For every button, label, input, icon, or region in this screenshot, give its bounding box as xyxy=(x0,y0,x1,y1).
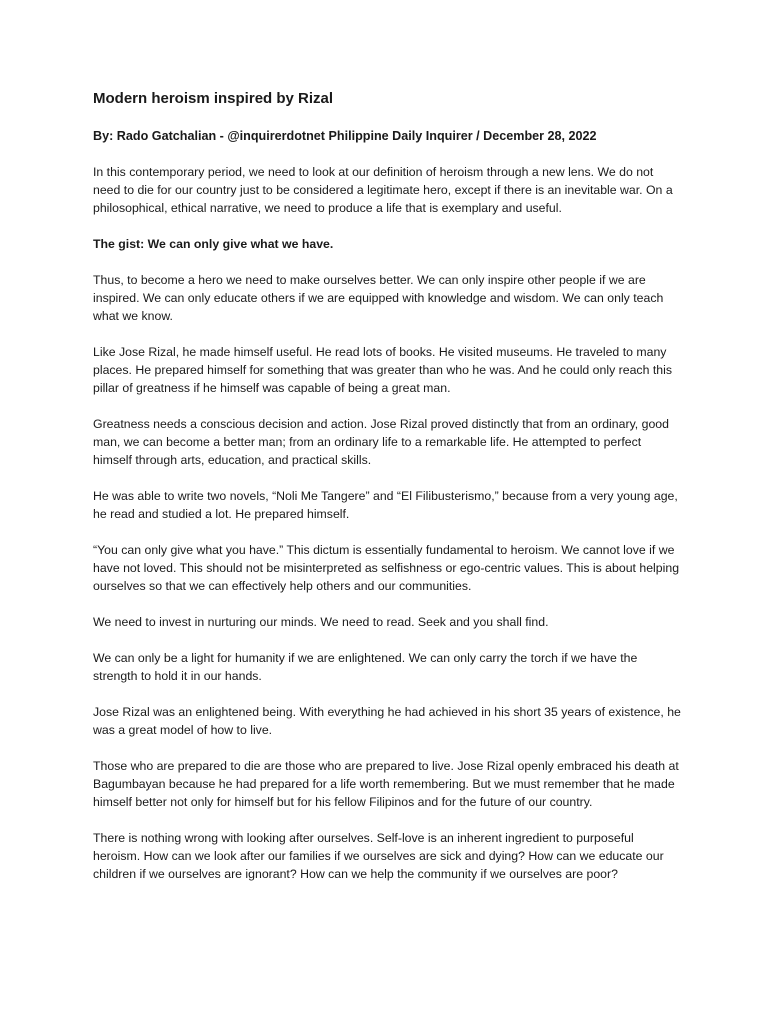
article-paragraph: He was able to write two novels, “Noli Me Tangere” and “El Filibusterismo,” because from a very young age, he read and studied a lot. He prepared himself. xyxy=(93,489,678,521)
article-paragraph: We can only be a light for humanity if we are enlightened. We can only carry the torch if we have the strength to hold it in our hands. xyxy=(93,651,638,683)
article-title: Modern heroism inspired by Rizal xyxy=(93,90,334,107)
article-paragraph: Thus, to become a hero we need to make ourselves better. We can only inspire other people if we are inspired. We can only educate others if we are equipped with knowledge and wisdom. We can only teach what we know. xyxy=(93,273,664,323)
article-paragraph: Those who are prepared to die are those who are prepared to live. Jose Rizal openly embraced his death at Bagumbayan because he had prepared for a life worth remembering. But we must remember that he made himself better not only for himself but for his fellow Filipinos and for the future of our country. xyxy=(93,759,679,809)
article-paragraph: Greatness needs a conscious decision and action. Jose Rizal proved distinctly that from an ordinary, good man, we can become a better man; from an ordinary life to a remarkable life. He attempted to perfect himself through arts, education, and practical skills. xyxy=(93,417,669,467)
document-page xyxy=(93,90,683,901)
article-intro: In this contemporary period, we need to look at our definition of heroism through a new lens. We do not need to die for our country just to be considered a legitimate hero, except if there is an inevitable war. On a philosophical, ethical narrative, we need to produce a life that is exemplary and useful. xyxy=(93,165,673,215)
article-paragraph: We need to invest in nurturing our minds. We need to read. Seek and you shall find. xyxy=(93,615,549,629)
article-gist: The gist: We can only give what we have. xyxy=(93,237,334,251)
article-paragraph: “You can only give what you have.” This dictum is essentially fundamental to heroism. We cannot love if we have not loved. This should not be misinterpreted as selfishness or ego-centric values. This is about helping ourselves so that we can effectively help others and our communities. xyxy=(93,543,680,593)
article-paragraph: There is nothing wrong with looking after ourselves. Self-love is an inherent ingredient to purposeful heroism. How can we look after our families if we ourselves are sick and dying? How can we educate our children if we ourselves are ignorant? How can we help the community if we ourselves are poor? xyxy=(93,831,664,881)
article-byline: By: Rado Gatchalian - @inquirerdotnet Philippine Daily Inquirer / December 28, 2022 xyxy=(93,129,597,143)
article-paragraph: Jose Rizal was an enlightened being. With everything he had achieved in his short 35 years of existence, he was a great model of how to live. xyxy=(93,705,681,737)
article-paragraph: Like Jose Rizal, he made himself useful. He read lots of books. He visited museums. He traveled to many places. He prepared himself for something that was greater than who he was. And he could only reach this pillar of greatness if he himself was capable of being a great man. xyxy=(93,345,672,395)
